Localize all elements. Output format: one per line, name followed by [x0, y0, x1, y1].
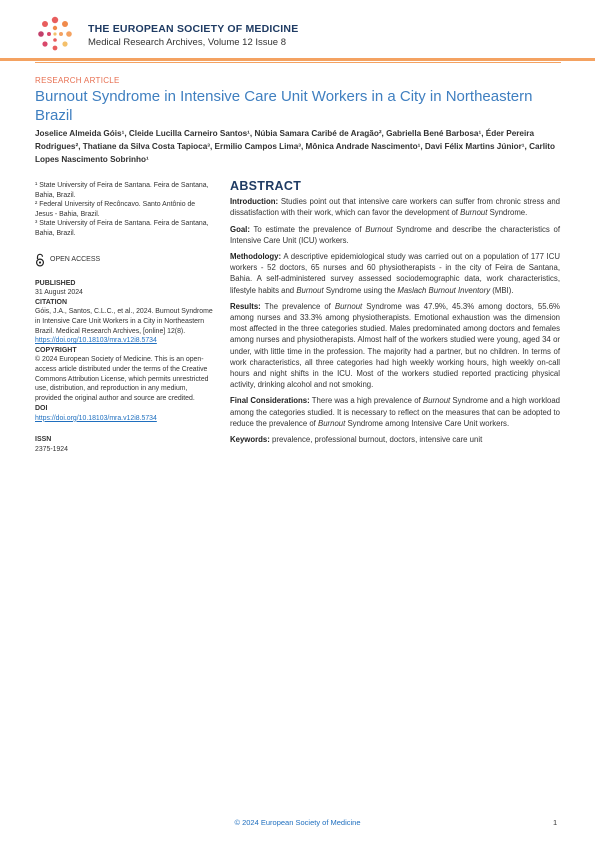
page-number: 1 — [553, 818, 558, 827]
article-sidebar — [35, 181, 213, 455]
open-access-badge — [35, 253, 213, 267]
citation-doi-link[interactable]: https://doi.org/10.18103/mra.v12i8.5734 — [35, 337, 157, 345]
issn-label: ISSN — [35, 436, 52, 444]
affiliation-1: ¹ State University of Feira de Santana. Feira de Santana, Bahia, Brazil. — [35, 182, 209, 199]
header-divider-thin — [35, 62, 561, 63]
journal-issue: Medical Research Archives, Volume 12 Issue 8 — [88, 37, 287, 48]
author-list: Joselice Almeida Góis¹, Cleide Lucilla Carneiro Santos¹, Núbia Samara Caribé de Aragão², Gabriella Bené Barbosa¹, Éder Pereira Rodrigues², Thatiane da Silva Costa Tapioca³, Ermilio Campos Lima³, Mônica Andrade Nascimento¹, Davi Félix Martins Júnior¹, Carlito Lopes Nascimento Sobrinho¹ — [35, 129, 556, 164]
published-label: PUBLISHED — [35, 279, 76, 287]
article-title: Burnout Syndrome in Intensive Care Unit Workers in a City in Northeastern Brazil — [35, 88, 533, 124]
citation-text: Góis, J.A., Santos, C.L.C., et al., 2024. Burnout Syndrome in Intensive Care Unit Workers in a City in Northeastern Brazil. Medical Research Archives, [online] 12(8). — [35, 308, 213, 335]
society-name: THE EUROPEAN SOCIETY OF MEDICINE — [88, 23, 299, 35]
abstract-heading: ABSTRACT — [230, 179, 302, 193]
header-divider — [0, 58, 595, 61]
published-date: 31 August 2024 — [35, 289, 83, 297]
affiliation-2: ² Federal University of Recôncavo. Santo Antônio de Jesus - Bahia, Brazil. — [35, 201, 196, 218]
article-type: RESEARCH ARTICLE — [35, 76, 120, 85]
abstract-final-considerations: Final Considerations: There was a high prevalence of Burnout Syndrome and a high workload among the categories studied. It is necessary to reflect on the measures that can be adopted to reduce the prevalence of Burnout Syndrome among Intensive Care Unit workers. — [230, 396, 561, 428]
abstract-methodology: Methodology: A descriptive epidemiological study was carried out on a population of 177 ICU workers - 52 doctors, 65 nurses and 60 physiotherapists - in the city of Feira de Santana, Bahia. A self-administered survey assessed sociodemographic data, work characteristics, lifestyle habits and Burnout Syndrome using the Maslach Burnout Inventory (MBI). — [230, 252, 560, 295]
open-access-lock-icon — [35, 253, 45, 267]
issn-value: 2375-1924 — [35, 446, 68, 454]
copyright-text: © 2024 European Society of Medicine. This is an open- access article distributed under the terms of the Creative Commons Attribution License, which permits unrestricted use, distribution, and reproduction in any medium, provided the original author and source are credited. — [35, 356, 209, 402]
affiliation-3: ³ State University of Feira de Santana. Feira de Santana, Bahia, Brazil. — [35, 220, 209, 237]
abstract-keywords: Keywords: prevalence, professional burnout, doctors, intensive care unit — [230, 435, 483, 445]
abstract-section — [230, 181, 560, 450]
copyright-label: COPYRIGHT — [35, 346, 77, 354]
footer-copyright: © 2024 European Society of Medicine — [234, 818, 361, 827]
doi-link[interactable]: https://doi.org/10.18103/mra.v12i8.5734 — [35, 414, 157, 422]
abstract-results: Results: The prevalence of Burnout Syndrome was 47.9%, 45.3% among doctors, 55.6% among nurses and 33.3% among physiotherapists. Emotional exhaustion was the dimension most affected in the three categories studied. Males predominated among doctors and females among nurses and physiotherapists. Almost half of the workers studied were young, aged 34 or under, with little time in the profession. The majority had a partner, but no children. In terms of work characteristics, all three categories had high weekly working hours, high weekly on-call hours and night shifts in the ICU. Most of the workers studied reported practicing physical activity, drinking alcohol and not smoking. — [230, 301, 560, 390]
doi-label: DOI — [35, 405, 48, 413]
society-logo — [34, 14, 76, 56]
citation-label: CITATION — [35, 298, 68, 306]
abstract-goal: Goal: To estimate the prevalence of Burnout Syndrome and describe the characteristics of Intensive Care Unit (ICU) workers. — [230, 224, 561, 245]
open-access-label: OPEN ACCESS — [50, 255, 101, 263]
abstract-introduction: Introduction: Studies point out that intensive care workers can suffer from chronic stress and dissatisfaction with their work, which can favor the development of Burnout Syndrome. — [230, 197, 560, 218]
